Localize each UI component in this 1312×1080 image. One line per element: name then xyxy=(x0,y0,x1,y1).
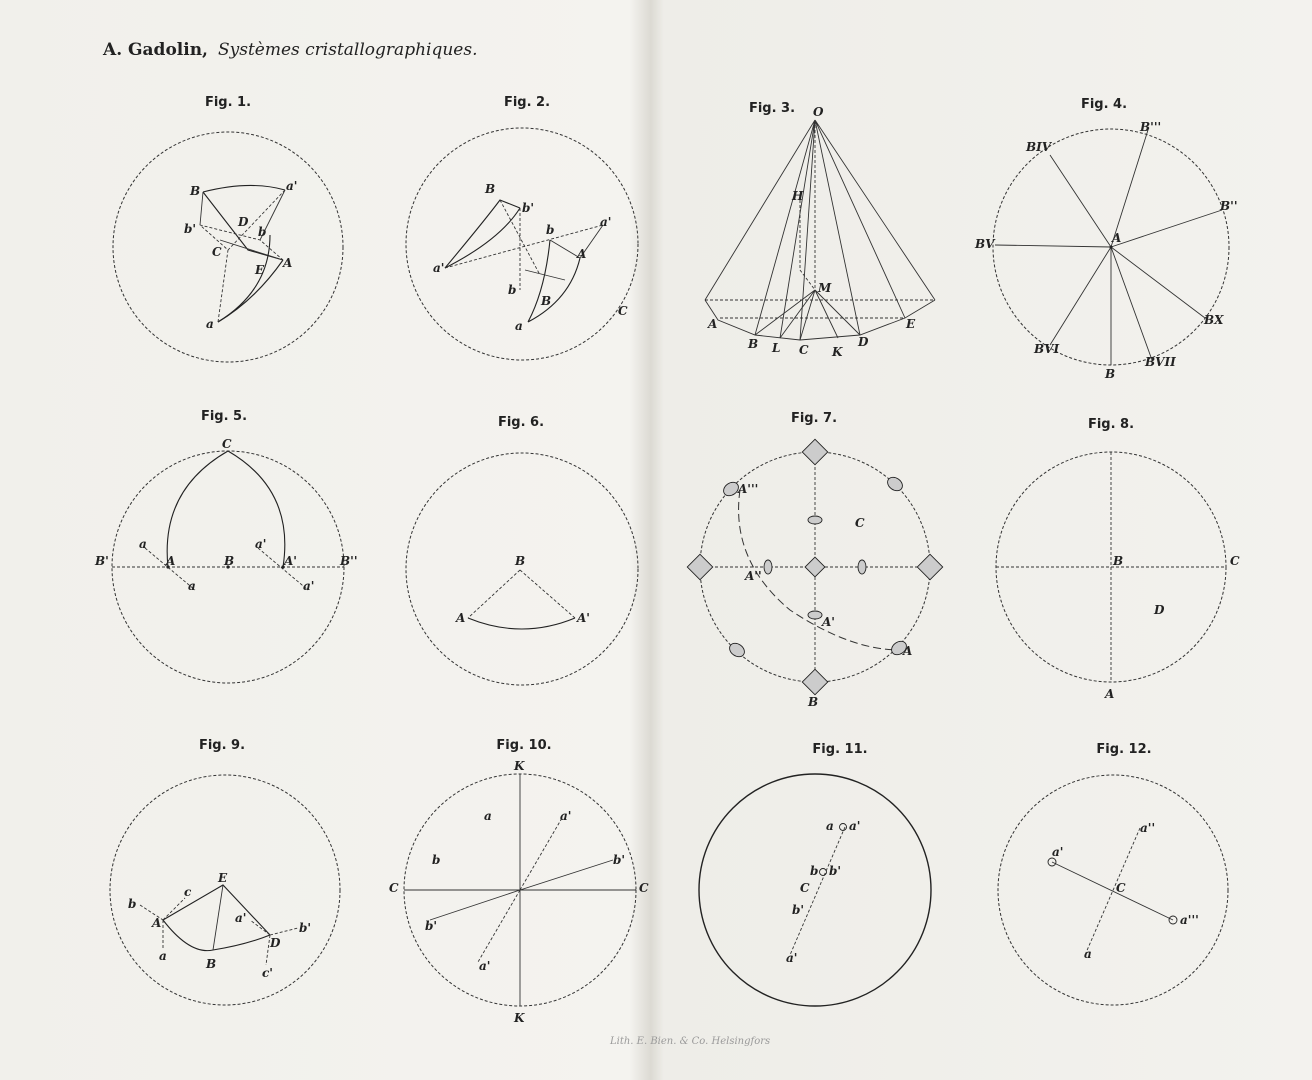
figure-6-arc-AA-prime xyxy=(468,618,575,629)
figure-7-label-C: C xyxy=(855,516,865,530)
figure-7-sym-upper-mid xyxy=(808,516,822,524)
figure-12-label-a-triple-prime: a''' xyxy=(1180,913,1199,927)
figure-2-label-B: B xyxy=(485,182,496,196)
figure-2-label-B-lower: B xyxy=(541,294,552,308)
figure-6-label-A: A xyxy=(456,611,466,625)
figure-8-label-C: C xyxy=(1230,554,1240,568)
figure-11-circle-a xyxy=(840,824,847,831)
figure-7-sym-left-mid xyxy=(764,560,772,574)
figure-10-label-b-prime-lower: b' xyxy=(425,919,438,933)
figure-11-title: Fig. 11. xyxy=(812,742,868,757)
figure-3 xyxy=(705,101,935,359)
figure-11-label-b-prime: b' xyxy=(829,864,842,878)
figure-9-label-E: E xyxy=(218,871,228,885)
figure-4-label-B: B xyxy=(1105,367,1116,381)
figure-5 xyxy=(94,409,358,683)
figure-12-label-a-prime: a' xyxy=(1052,845,1064,859)
figure-1-label-D: D xyxy=(238,215,249,229)
figure-10-label-C-left: C xyxy=(389,881,399,895)
figure-6-circle xyxy=(406,453,638,685)
figure-12-title: Fig. 12. xyxy=(1096,742,1152,757)
figure-7-sym-center xyxy=(805,557,825,577)
figure-9-title: Fig. 9. xyxy=(198,738,246,753)
figure-7-title: Fig. 7. xyxy=(790,411,838,426)
figure-5-label-A-prime: A' xyxy=(284,554,297,568)
figure-7-sym-right xyxy=(917,554,942,579)
figure-6-label-A-prime: A' xyxy=(577,611,590,625)
figure-7-label-B: B xyxy=(808,695,819,709)
figure-12 xyxy=(998,742,1228,1005)
figure-2-label-a-prime-upper: a' xyxy=(600,215,612,229)
figure-3-label-H: H xyxy=(792,189,804,203)
figure-9-label-c-prime: c' xyxy=(262,966,273,980)
figure-1-label-E-prime: E xyxy=(255,263,265,277)
lithographer-imprint: Lith. E. Bien. & Co. Helsingfors xyxy=(610,1036,771,1047)
figure-10-label-K-top: K xyxy=(514,759,525,773)
figure-3-label-E: E xyxy=(906,317,916,331)
figure-5-label-A: A xyxy=(166,554,176,568)
figure-6-dashed-sides xyxy=(468,570,575,618)
figure-2-title: Fig. 2. xyxy=(503,95,551,110)
figure-5-arc-CA xyxy=(167,451,228,567)
figure-9-label-B: B xyxy=(206,957,217,971)
figure-4-label-B6: BVI xyxy=(1034,342,1060,356)
figure-9-label-c: c xyxy=(184,885,192,899)
figure-6-label-B: B xyxy=(515,554,526,568)
figure-5-label-B-double-prime: B'' xyxy=(340,554,358,568)
figure-4-label-B2: B'' xyxy=(1220,199,1238,213)
figure-5-label-a-prime-lower: a' xyxy=(303,579,315,593)
figure-4-label-A: A xyxy=(1112,231,1122,245)
figure-9-line-EB xyxy=(213,885,223,950)
plate-author: A. Gadolin, xyxy=(103,40,208,60)
figure-1-label-B: B xyxy=(190,184,201,198)
figure-11-dashed-line xyxy=(790,827,845,955)
figure-10 xyxy=(389,738,649,1025)
figure-2-label-a-prime-left: a' xyxy=(433,261,445,275)
figure-3-title: Fig. 3. xyxy=(748,101,796,116)
figure-2-arc-a-b xyxy=(445,208,520,268)
figure-4-label-B4: BIV xyxy=(1026,140,1052,154)
figure-4-rays xyxy=(995,130,1222,365)
figure-3-label-L: L xyxy=(772,341,781,355)
figure-5-label-B: B xyxy=(224,554,235,568)
figure-11-circle-b xyxy=(820,869,827,876)
figure-7 xyxy=(687,411,942,709)
figure-6-title: Fig. 6. xyxy=(497,415,545,430)
figure-4-title: Fig. 4. xyxy=(1080,97,1128,112)
figure-3-label-B: B xyxy=(748,337,759,351)
figure-3-label-K: K xyxy=(832,345,843,359)
figure-7-label-A-prime: A' xyxy=(822,615,835,629)
figure-7-sym-bottom xyxy=(802,669,827,694)
figure-11-label-a: a xyxy=(826,819,834,833)
figure-7-sym-left xyxy=(687,554,712,579)
figure-2-label-b-lower: b xyxy=(508,283,517,297)
figure-9-circle xyxy=(110,775,340,1005)
figure-9 xyxy=(110,738,340,1005)
figure-11-label-b-prime-lower: b' xyxy=(792,903,805,917)
figure-7-sym-lower-left xyxy=(727,640,747,659)
figure-1-arc-ba xyxy=(203,185,285,192)
figure-11-label-a-prime: a' xyxy=(849,819,861,833)
figure-4-label-B7: BVII xyxy=(1145,355,1176,369)
figure-2-arc-a-B xyxy=(445,200,520,268)
figure-9-label-a: a xyxy=(159,949,167,963)
figure-5-label-a: a xyxy=(139,537,147,551)
figure-1 xyxy=(113,95,343,362)
figure-5-label-a-lower: a xyxy=(188,579,196,593)
figure-1-title: Fig. 1. xyxy=(204,95,252,110)
figure-5-title: Fig. 5. xyxy=(200,409,248,424)
figure-12-label-a-double-prime: a'' xyxy=(1140,821,1156,835)
figure-3-label-O: O xyxy=(813,105,824,119)
figure-1-label-C: C xyxy=(212,245,222,259)
figure-1-label-b-prime: b' xyxy=(184,222,197,236)
figure-11-label-b: b xyxy=(810,864,819,878)
figure-8-label-D: D xyxy=(1154,603,1165,617)
figure-3-label-M: M xyxy=(818,281,832,295)
figure-12-label-C: C xyxy=(1116,881,1126,895)
figure-12-label-a: a xyxy=(1084,947,1092,961)
plate-work: Systèmes cristallographiques. xyxy=(217,40,478,60)
figure-12-solid-line xyxy=(1052,862,1173,920)
figure-10-label-b: b xyxy=(432,853,441,867)
figure-8-label-B: B xyxy=(1113,554,1124,568)
figure-9-label-a-prime: a' xyxy=(235,911,247,925)
figure-5-label-C: C xyxy=(222,437,232,451)
figure-1-circle xyxy=(113,132,343,362)
figure-1-arc-aA xyxy=(218,260,283,322)
figure-1-label-a-prime: a' xyxy=(286,179,298,193)
figure-9-label-A: A xyxy=(152,916,162,930)
figure-7-label-A2: A'' xyxy=(745,569,762,583)
figure-3-cone-edges xyxy=(705,120,935,340)
figure-8 xyxy=(996,417,1240,701)
figure-11-label-a-prime-lower: a' xyxy=(786,951,798,965)
figure-10-label-a-prime: a' xyxy=(560,809,572,823)
figure-8-title: Fig. 8. xyxy=(1087,417,1135,432)
figure-4 xyxy=(974,97,1238,381)
figure-2-label-b: b xyxy=(546,223,555,237)
figure-2-label-a: a xyxy=(515,319,523,333)
figure-2-label-A: A xyxy=(577,247,587,261)
figure-9-label-b: b xyxy=(128,897,137,911)
figure-12-dashed-line xyxy=(1085,828,1140,955)
figure-10-label-a-prime-lower: a' xyxy=(479,959,491,973)
figure-3-label-D: D xyxy=(858,335,869,349)
figure-9-label-b-prime: b' xyxy=(299,921,312,935)
figure-3-M-rays xyxy=(755,290,860,340)
figure-5-label-a-prime: a' xyxy=(255,537,267,551)
figure-3-dashed-axes xyxy=(720,120,905,318)
figure-10-label-K-bottom: K xyxy=(514,1011,525,1025)
figure-4-center-dot xyxy=(1110,246,1113,249)
figure-4-label-B3: B''' xyxy=(1140,120,1162,134)
figure-7-sym-upper-right xyxy=(885,474,905,493)
figure-10-label-a: a xyxy=(484,809,492,823)
figure-11 xyxy=(699,742,931,1006)
figure-8-axes xyxy=(996,452,1226,682)
figure-7-sym-right-mid xyxy=(858,560,866,574)
figure-2-construction-lines xyxy=(525,225,603,280)
figure-7-sym-top xyxy=(802,439,827,464)
figure-4-label-B10: BX xyxy=(1204,313,1224,327)
figure-2-arcs-lower xyxy=(528,240,580,322)
figure-5-label-B-prime: B' xyxy=(95,554,109,568)
figure-4-label-B5: BV xyxy=(975,237,995,251)
figure-7-sym-lower-mid xyxy=(808,611,822,619)
figure-1-label-a: a xyxy=(206,317,214,331)
figure-11-circle xyxy=(699,774,931,1006)
figure-10-title: Fig. 10. xyxy=(496,738,552,753)
figure-7-label-A: A xyxy=(903,644,913,658)
figure-10-label-C-right: C xyxy=(639,881,649,895)
figure-10-label-b-prime: b' xyxy=(613,853,626,867)
figure-2-label-C: C xyxy=(618,304,628,318)
figure-8-label-A: A xyxy=(1105,687,1115,701)
figure-3-label-C: C xyxy=(799,343,809,357)
figure-1-dashed-aE xyxy=(218,250,228,322)
figure-2-label-b-prime: b' xyxy=(522,201,535,215)
figure-1-label-A: A xyxy=(283,256,293,270)
figure-7-label-A3: A''' xyxy=(738,482,759,496)
figure-2 xyxy=(406,95,638,360)
figure-6 xyxy=(406,415,638,685)
figure-9-label-D: D xyxy=(270,936,281,950)
figure-3-label-A: A xyxy=(708,317,718,331)
figure-11-label-C: C xyxy=(800,881,810,895)
figure-1-label-b: b xyxy=(258,225,267,239)
figure-3-base-front xyxy=(705,300,935,340)
